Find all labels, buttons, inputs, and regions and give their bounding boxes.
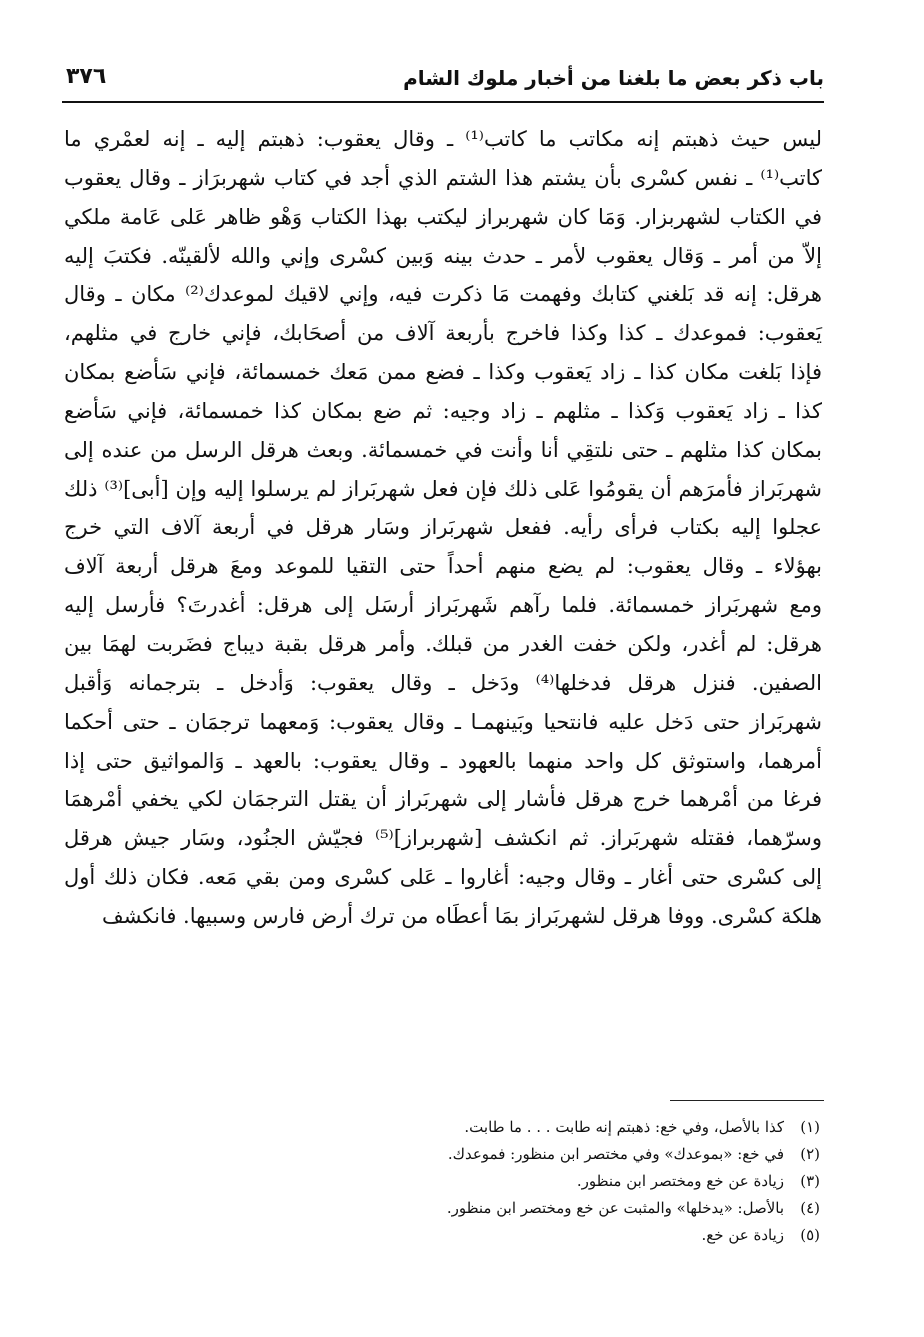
text-line: ومع شهربَراز خمسمائة. فلما رآهم شَهربَراز أرسَل إلى هرقل: أغدرتَ؟ فأرسل إليه [64, 593, 822, 618]
footnote-text: في خع: «بموعدك» وفي مختصر ابن منظور: فموعدك. [447, 1145, 784, 1163]
text-line: الصفين. فنزل هرقل فدخلها⁽⁴⁾ ودَخل ـ وقال يعقوب: وَأدخل ـ بترجمانه وَأقبل [64, 670, 822, 695]
text-line: شهربَراز فأمرَهم أن يقومُوا عَلى ذلك فإن فعل شهربَراز لم يرسلوا إليه وإن [أبى]⁽³⁾ ذلك [64, 476, 822, 501]
footnote-text: بالأصل: «يدخلها» والمثبت عن خع ومختصر ابن منظور. [446, 1199, 784, 1217]
text-line: بهؤلاء ـ وقال يعقوب: لم يضع منهم أحداً حتى التقيا للموعد ومعَ هرقل أربعة آلاف [64, 554, 822, 579]
footnote-number: (٢) [800, 1145, 820, 1163]
footnote-rule [670, 1100, 824, 1101]
footnote [200, 1168, 820, 1195]
header-rule [62, 101, 824, 103]
chapter-title: باب ذكر بعض ما بلغنا من أخبار ملوك الشام [403, 66, 824, 90]
text-line: يَعقوب: فموعدك ـ كذا وكذا فاخرج بأربعة آلاف من أصحَابك، فإني خارج في مثلهم، [64, 321, 822, 346]
footnote-text: زيادة عن خع ومختصر ابن منظور. [576, 1172, 784, 1190]
text-line: فإذا بَلغت مكان كذا ـ زاد يَعقوب وكذا ـ فضع ممن مَعك خمسمائة، فإني سَأضع بمكان [64, 360, 822, 385]
text-line: هرقل: لم أغدر، ولكن خفت الغدر من قبلك. وأمر هرقل بقبة ديباج فضَربت لهمَا بين [64, 631, 822, 656]
page-number: ٣٧٦ [66, 64, 107, 89]
footnote [200, 1114, 820, 1141]
main-text [64, 120, 822, 936]
text-line: إلى كسْرى حتى أغار ـ وقال وجيه: أغاروا ـ عَلى كسْرى ومن بقي مَعه. فكان ذلك أول [64, 865, 822, 890]
text-line: أمرهما، واستوثق كل واحد منهما بالعهود ـ وقال يعقوب: بالعهد ـ وَالمواثيق حتى إذا [64, 748, 822, 773]
footnotes [200, 1114, 820, 1249]
text-line: إلاّ من أمر ـ وَقال يعقوب لأمر ـ حدث بينه وَبين كسْرى وإني والله لألقينّه. فكتبَ إليه [64, 243, 822, 268]
text-line: عجلوا إليه بكتاب فرأى رأيه. ففعل شهربَراز وسَار هرقل في أربعة آلاف التي خرج [64, 515, 822, 540]
footnote-number: (٣) [800, 1172, 820, 1190]
text-line: هلكة كسْرى. ووفا هرقل لشهربَراز بمَا أعطَاه من ترك أرض فارس وسبيها. فانكشف [102, 903, 822, 928]
text-line: في الكتاب لشهربزار. وَمَا كان شهربراز ليكتب بهذا الكتاب وَهْو ظاهر عَلى عَامة ملكي [64, 204, 822, 229]
text-line: كذا ـ زاد يَعقوب وَكذا ـ مثلهم ـ زاد وجيه: ثم ضع بمكان كذا خمسمائة، فإني سَأضع [64, 398, 822, 423]
footnote-text: كذا بالأصل، وفي خع: ذهبتم إنه طابت . . . ما طابت. [464, 1118, 784, 1136]
text-line: ليس حيث ذهبتم إنه مكاتب ما كاتب⁽¹⁾ ـ وقال يعقوب: ذهبتم إليه ـ إنه لعمْري ما [64, 127, 823, 151]
text-line: بمكان كذا مثلهم ـ حتى نلتقِي أنا وأنت في خمسمائة. وبعث هرقل الرسل من عنده إلى [64, 437, 822, 462]
text-line: فرغا من أمْرهما خرج هرقل فأشار إلى شهربَراز أن يقتل الترجمَان لكي يخفي أمْرهمَا [64, 787, 822, 812]
footnote [200, 1195, 820, 1222]
footnote-number: (١) [800, 1118, 820, 1136]
footnote [200, 1141, 820, 1168]
running-header [62, 62, 824, 98]
footnote-number: (٤) [800, 1199, 820, 1217]
text-line: شهربَراز حتى دَخل عليه فانتحيا وبَينهمـا ـ وقال يعقوب: وَمعهما ترجمَان ـ حتى أحكما [64, 709, 822, 734]
text-line: كاتب⁽¹⁾ ـ نفس كسْرى بأن يشتم هذا الشتم الذي أجد في كتاب شهربرَاز ـ وقال يعقوب [64, 165, 822, 190]
text-line: وسرّهما، فقتله شهربَراز. ثم انكشف [شهربراز]⁽⁵⁾ فجيّش الجنُود، وسَار جيش هرقل [64, 826, 822, 851]
footnote-number: (٥) [800, 1226, 820, 1244]
footnote [200, 1222, 820, 1249]
text-line: هرقل: إنه قد بَلغني كتابك وفهمت مَا ذكرت فيه، وإني لاقيك لموعدك⁽²⁾ مكان ـ وقال [64, 282, 822, 307]
footnote-text: زيادة عن خع. [701, 1226, 784, 1244]
